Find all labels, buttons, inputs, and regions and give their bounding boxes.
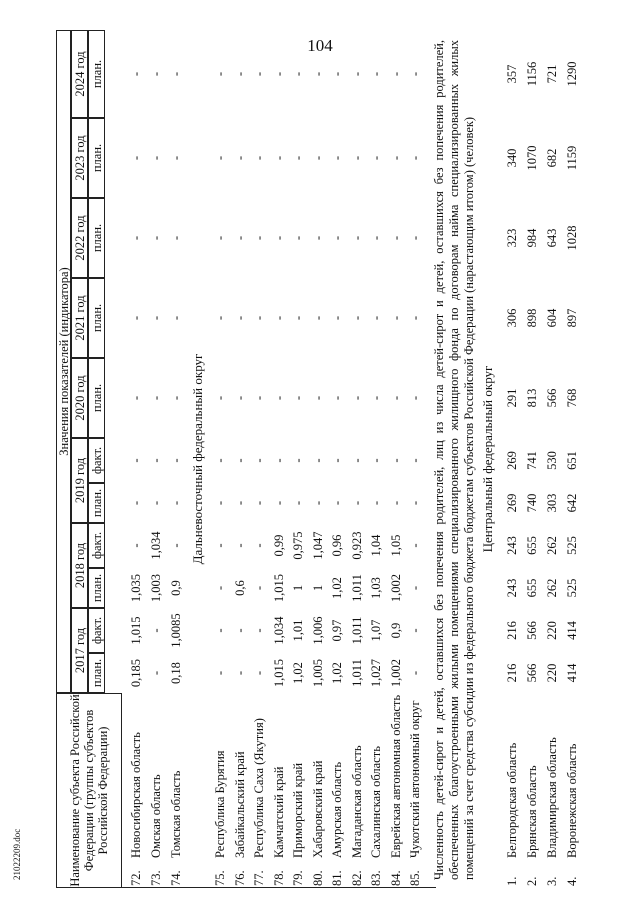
cell-value: 984: [525, 228, 539, 248]
cell-value: -: [213, 543, 227, 548]
cell-value: -: [349, 315, 364, 321]
cell-value: -: [271, 395, 286, 401]
cell-value: -: [408, 670, 422, 676]
cell-value: 0,99: [271, 534, 286, 557]
header-values-group: Значения показателей (индикатора): [56, 30, 71, 693]
cell-value: -: [388, 315, 403, 321]
row-number: 76.: [232, 870, 247, 886]
cell-value: -: [149, 458, 163, 463]
page-number: 104: [307, 36, 333, 55]
cell-value: 0,923: [349, 531, 364, 560]
cell-value: -: [310, 235, 325, 241]
cell-value: -: [129, 155, 143, 161]
cell-value: -: [349, 235, 364, 241]
cell-value: 216: [505, 621, 519, 640]
cell-value: -: [310, 71, 325, 77]
cell-value: -: [149, 315, 163, 321]
cell-value: -: [310, 315, 325, 321]
cell-value: -: [408, 500, 422, 506]
cell-value: -: [291, 315, 305, 321]
cell-value: -: [232, 315, 247, 321]
cell-value: -: [330, 155, 344, 161]
cell-value: -: [232, 670, 247, 676]
cell-value: 642: [565, 493, 579, 513]
header-year-2018: 2018 год: [71, 523, 88, 608]
cell-value: 269: [505, 493, 519, 513]
table-row: [148, 30, 164, 888]
cell-value: 1,034: [271, 616, 286, 645]
cell-value: -: [388, 155, 403, 161]
row-region-name: Камчатский край: [271, 766, 286, 858]
cell-value: -: [169, 500, 183, 506]
cell-value: 269: [505, 451, 519, 470]
cell-value: -: [252, 500, 266, 506]
cell-value: -: [408, 155, 422, 161]
table-row: [251, 30, 267, 888]
cell-value: -: [149, 670, 163, 676]
header-year-2022: 2022 год: [71, 198, 88, 278]
cell-value: 414: [565, 621, 579, 640]
cell-value: -: [408, 235, 422, 241]
cell-value: 655: [525, 578, 539, 598]
cell-value: 1,0085: [169, 613, 183, 648]
cell-value: -: [213, 670, 227, 676]
cell-value: -: [330, 500, 344, 506]
indicator-description: Численность детей-сирот и детей, оставшихся без попечения родителей, лиц из числа детей-сирот и детей, оставшихся без попечения родителей, обеспеченных благоустроенными жилыми помещениями специализированного жилищного фонда по договорам найма специализированных жилых помещений за счет средства субсидии из федерального бюджета бюджетам субъектов Российской Федерации (нарастающим итогом) (человек): [432, 40, 476, 880]
table-row: [290, 30, 306, 888]
header-fact: факт.: [88, 438, 105, 483]
cell-value: 1: [310, 584, 325, 592]
cell-value: -: [369, 500, 383, 506]
cell-value: 0,97: [330, 619, 344, 642]
cell-value: -: [169, 458, 183, 463]
cell-value: -: [369, 71, 383, 77]
cell-value: 262: [545, 536, 559, 555]
row-number: 1.: [505, 876, 519, 886]
cell-value: 525: [565, 578, 579, 598]
cell-value: 0,18: [169, 662, 183, 684]
cell-value: -: [169, 155, 183, 161]
cell-value: 1,03: [369, 577, 383, 599]
cell-value: 721: [545, 64, 559, 84]
cell-value: 1,011: [349, 659, 364, 687]
cell-value: 655: [525, 536, 539, 555]
table-row: [128, 30, 144, 888]
row-region-name: Владимирская область: [545, 737, 559, 858]
cell-value: 340: [505, 148, 519, 168]
cell-value: -: [271, 71, 286, 77]
header-plan: план.: [88, 483, 105, 523]
row-region-name: Приморский край: [291, 762, 305, 858]
cell-value: 1,002: [388, 573, 403, 603]
row-region-name: Республика Саха (Якутия): [252, 718, 266, 858]
cell-value: -: [252, 543, 266, 548]
row-number: 84.: [388, 870, 403, 886]
row-region-name: Брянская область: [525, 765, 539, 858]
cell-value: 1,035: [129, 573, 143, 603]
cell-value: -: [408, 585, 422, 591]
cell-value: -: [349, 155, 364, 161]
cell-value: 530: [545, 451, 559, 470]
cell-value: 1,015: [271, 658, 286, 688]
cell-value: 0,6: [232, 580, 247, 596]
cell-value: 1159: [565, 145, 579, 171]
cell-value: -: [408, 543, 422, 548]
cell-value: -: [149, 71, 163, 77]
cell-value: -: [129, 71, 143, 77]
cell-value: -: [213, 395, 227, 401]
row-region-name: Чукотский автономный округ: [408, 700, 422, 858]
cell-value: 1,006: [310, 616, 325, 645]
header-name-column: Наименование субъекта Российской Федерации (группы субъектов Российской Федерации): [56, 693, 122, 888]
footer-file-code: 21022209.doc: [12, 828, 22, 880]
cell-value: -: [213, 585, 227, 591]
row-region-name: Воронежская область: [565, 743, 579, 858]
cell-value: 1: [291, 584, 305, 592]
cell-value: -: [169, 395, 183, 401]
cell-value: 0,9: [169, 580, 183, 596]
row-region-name: Сахалинская область: [369, 746, 383, 858]
cell-value: -: [252, 155, 266, 161]
cell-value: 1,01: [291, 619, 305, 642]
header-year-2021: 2021 год: [71, 278, 88, 358]
header-plan: план.: [88, 358, 105, 438]
cell-value: -: [291, 71, 305, 77]
cell-value: 1,047: [310, 531, 325, 560]
cell-value: -: [408, 395, 422, 401]
table-row: [349, 30, 365, 888]
row-number: 73.: [149, 870, 163, 886]
cell-value: -: [349, 71, 364, 77]
header-plan: план.: [88, 278, 105, 358]
cell-value: 323: [505, 228, 519, 248]
cell-value: -: [408, 71, 422, 77]
row-region-name: Магаданская область: [349, 745, 364, 858]
cell-value: 303: [545, 493, 559, 513]
cell-value: -: [169, 315, 183, 321]
cell-value: 1,011: [349, 574, 364, 602]
cell-value: -: [330, 71, 344, 77]
cell-value: 243: [505, 578, 519, 598]
cell-value: -: [232, 628, 247, 633]
row-number: 85.: [408, 870, 422, 886]
row-region-name: Томская область: [169, 770, 183, 858]
header-year-2019: 2019 год: [71, 438, 88, 523]
cell-value: 0,96: [330, 534, 344, 557]
cell-value: -: [213, 235, 227, 241]
cell-value: -: [213, 458, 227, 463]
table-row: [388, 30, 404, 888]
table-row: [329, 30, 345, 888]
cell-value: 216: [505, 663, 519, 683]
cell-value: 643: [545, 228, 559, 248]
row-number: 75.: [213, 870, 227, 886]
cell-value: 0,975: [291, 531, 305, 560]
row-region-name: Амурская область: [330, 761, 344, 858]
row-number: 77.: [252, 870, 266, 886]
cell-value: -: [129, 500, 143, 506]
cell-value: 291: [505, 388, 519, 408]
table-row: [524, 30, 540, 888]
cell-value: 1,027: [369, 658, 383, 688]
cell-value: -: [149, 155, 163, 161]
cell-value: 813: [525, 388, 539, 408]
section-heading-far-east: Дальневосточный федеральный округ: [190, 353, 205, 565]
cell-value: 682: [545, 148, 559, 168]
header-year-2017: 2017 год: [71, 608, 88, 693]
cell-value: 0,9: [388, 622, 403, 639]
cell-value: -: [213, 628, 227, 633]
cell-value: -: [271, 315, 286, 321]
cell-value: -: [271, 458, 286, 463]
cell-value: -: [149, 500, 163, 506]
cell-value: -: [408, 628, 422, 633]
cell-value: 0,185: [129, 658, 143, 688]
cell-value: -: [310, 155, 325, 161]
table-row: [232, 30, 248, 888]
rotated-table-page: [56, 30, 612, 888]
table-row: [544, 30, 560, 888]
row-region-name: Омская область: [149, 774, 163, 858]
cell-value: -: [252, 458, 266, 463]
cell-value: -: [369, 395, 383, 401]
table-row: [271, 30, 287, 888]
cell-value: -: [388, 458, 403, 463]
cell-value: -: [291, 395, 305, 401]
row-region-name: Забайкальский край: [232, 751, 247, 858]
cell-value: -: [232, 543, 247, 548]
cell-value: -: [252, 395, 266, 401]
cell-value: -: [149, 235, 163, 241]
table-row: [407, 30, 423, 888]
row-region-name: Еврейская автономная область: [388, 694, 403, 858]
table-row: [212, 30, 228, 888]
cell-value: -: [330, 235, 344, 241]
cell-value: -: [291, 235, 305, 241]
table-row: [310, 30, 326, 888]
cell-value: -: [310, 500, 325, 506]
cell-value: -: [310, 458, 325, 463]
cell-value: -: [291, 458, 305, 463]
cell-value: -: [271, 155, 286, 161]
header-year-2024: 2024 год: [71, 30, 88, 118]
cell-value: 357: [505, 64, 519, 84]
header-plan: план.: [88, 653, 105, 693]
cell-value: -: [129, 235, 143, 241]
cell-value: -: [330, 315, 344, 321]
row-number: 82.: [349, 870, 364, 886]
cell-value: -: [369, 235, 383, 241]
cell-value: -: [408, 458, 422, 463]
cell-value: 1,034: [149, 531, 163, 560]
cell-value: -: [213, 155, 227, 161]
cell-value: -: [369, 155, 383, 161]
cell-value: 1,02: [291, 662, 305, 684]
cell-value: -: [349, 458, 364, 463]
row-number: 74.: [169, 870, 183, 886]
header-plan: план.: [88, 30, 105, 118]
cell-value: -: [330, 395, 344, 401]
cell-value: -: [252, 670, 266, 676]
cell-value: 220: [545, 663, 559, 683]
header-plan: план.: [88, 198, 105, 278]
row-region-name: Белгородская область: [505, 742, 519, 858]
cell-value: 768: [565, 388, 579, 408]
cell-value: -: [349, 500, 364, 506]
cell-value: -: [232, 458, 247, 463]
cell-value: -: [129, 395, 143, 401]
cell-value: -: [232, 395, 247, 401]
cell-value: 651: [565, 451, 579, 470]
cell-value: 1,005: [310, 658, 325, 688]
cell-value: -: [310, 395, 325, 401]
cell-value: -: [232, 500, 247, 506]
cell-value: 566: [525, 663, 539, 683]
cell-value: 1,003: [149, 573, 163, 603]
row-number: 79.: [291, 870, 305, 886]
cell-value: 220: [545, 621, 559, 640]
row-region-name: Хабаровский край: [310, 760, 325, 858]
header-year-2020: 2020 год: [71, 358, 88, 438]
cell-value: 1,02: [330, 577, 344, 599]
cell-value: -: [129, 458, 143, 463]
row-region-name: Республика Бурятия: [213, 750, 227, 858]
cell-value: 566: [545, 388, 559, 408]
cell-value: -: [252, 235, 266, 241]
cell-value: -: [232, 71, 247, 77]
cell-value: 1,04: [369, 534, 383, 557]
cell-value: -: [330, 458, 344, 463]
cell-value: -: [252, 71, 266, 77]
cell-value: 1070: [525, 145, 539, 171]
cell-value: -: [149, 628, 163, 633]
cell-value: -: [252, 315, 266, 321]
header-plan: план.: [88, 568, 105, 608]
section-heading-central: Центральный федеральный округ: [480, 365, 495, 553]
header-fact: факт.: [88, 608, 105, 653]
cell-value: 1,011: [349, 616, 364, 645]
table-row: [564, 30, 580, 888]
cell-value: 1,07: [369, 619, 383, 642]
cell-value: 741: [525, 451, 539, 470]
row-number: 78.: [271, 870, 286, 886]
cell-value: 740: [525, 493, 539, 513]
cell-value: -: [271, 500, 286, 506]
cell-value: 1290: [565, 61, 579, 87]
cell-value: -: [129, 315, 143, 321]
row-number: 3.: [545, 876, 559, 886]
row-region-name: Новосибирская область: [129, 732, 143, 858]
cell-value: -: [369, 458, 383, 463]
cell-value: -: [213, 500, 227, 506]
row-number: 4.: [565, 876, 579, 886]
cell-value: 262: [545, 578, 559, 598]
cell-value: -: [252, 585, 266, 591]
cell-value: 243: [505, 536, 519, 555]
row-number: 81.: [330, 870, 344, 886]
cell-value: -: [149, 395, 163, 401]
cell-value: 1,015: [129, 616, 143, 645]
cell-value: 1,015: [271, 573, 286, 603]
cell-value: -: [232, 155, 247, 161]
cell-value: -: [169, 235, 183, 241]
cell-value: 897: [565, 308, 579, 328]
header-plan: план.: [88, 118, 105, 198]
cell-value: -: [252, 628, 266, 633]
header-fact: факт.: [88, 523, 105, 568]
header-year-2023: 2023 год: [71, 118, 88, 198]
cell-value: -: [213, 315, 227, 321]
cell-value: -: [369, 315, 383, 321]
cell-value: -: [291, 500, 305, 506]
cell-value: -: [169, 543, 183, 548]
table-row: [168, 30, 184, 888]
cell-value: -: [129, 543, 143, 548]
cell-value: 414: [565, 663, 579, 683]
cell-value: -: [169, 71, 183, 77]
cell-value: -: [408, 315, 422, 321]
row-number: 2.: [525, 876, 539, 886]
cell-value: 1,002: [388, 658, 403, 688]
cell-value: 1,05: [388, 534, 403, 557]
cell-value: -: [388, 500, 403, 506]
cell-value: 1,02: [330, 662, 344, 684]
cell-value: -: [388, 71, 403, 77]
cell-value: 604: [545, 308, 559, 328]
cell-value: 1156: [525, 61, 539, 87]
cell-value: -: [388, 235, 403, 241]
cell-value: -: [271, 235, 286, 241]
cell-value: -: [349, 395, 364, 401]
cell-value: 898: [525, 308, 539, 328]
table-row: [504, 30, 520, 888]
cell-value: 306: [505, 308, 519, 328]
cell-value: -: [232, 235, 247, 241]
cell-value: -: [213, 71, 227, 77]
cell-value: 525: [565, 536, 579, 555]
cell-value: -: [388, 395, 403, 401]
row-number: 72.: [129, 870, 143, 886]
row-number: 80.: [310, 870, 325, 886]
cell-value: -: [291, 155, 305, 161]
row-number: 83.: [369, 870, 383, 886]
cell-value: 566: [525, 621, 539, 640]
table-row: [368, 30, 384, 888]
cell-value: 1028: [565, 225, 579, 251]
